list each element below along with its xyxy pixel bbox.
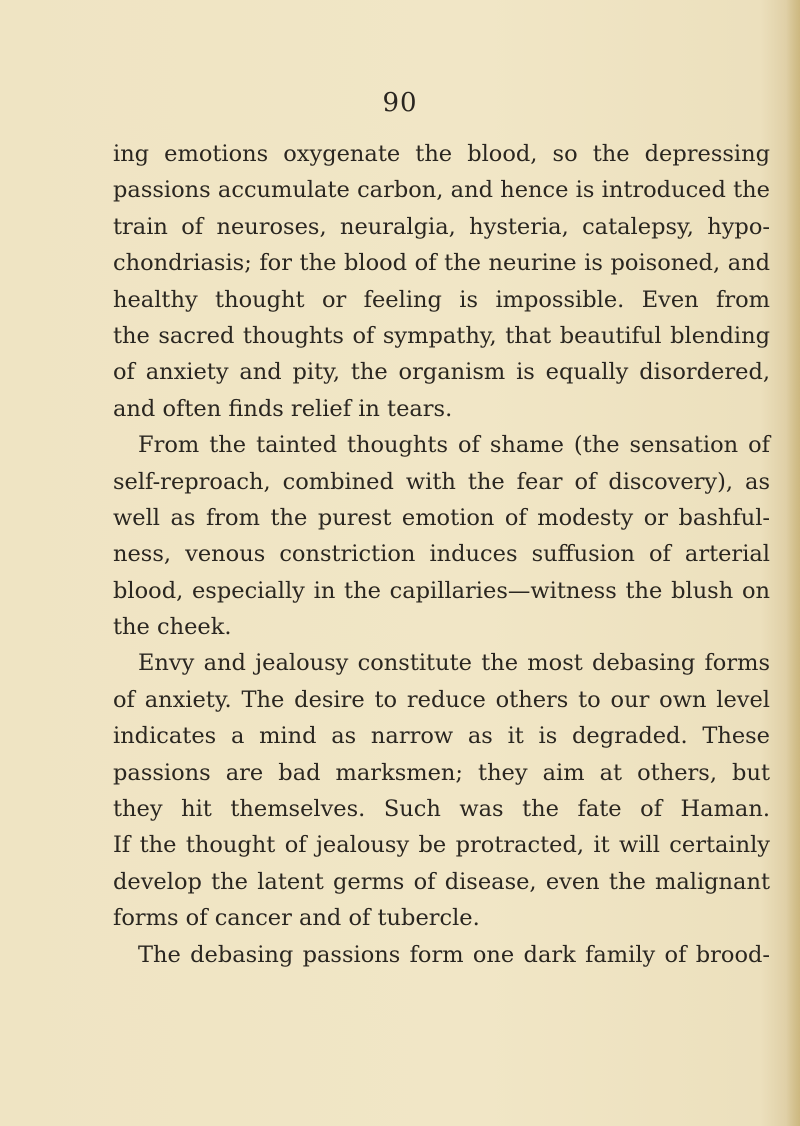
text-line: If the thought of jealousy be protracted, it will certainly <box>113 832 770 859</box>
text-line: self-reproach, combined with the fear of discovery), as <box>113 468 770 495</box>
text-line: well as from the purest emotion of modesty or bashful- <box>113 504 770 531</box>
text-line: the cheek. <box>113 614 232 641</box>
text-line: passions are bad marksmen; they aim at others, but <box>113 759 770 786</box>
text-line: chondriasis; for the blood of the neurine is poisoned, and <box>113 250 770 277</box>
text-line: forms of cancer and of tubercle. <box>113 905 480 932</box>
text-line: train of neuroses, neuralgia, hysteria, catalepsy, hypo- <box>113 213 770 240</box>
page-number: 90 <box>382 88 418 118</box>
text-line: ing emotions oxygenate the blood, so the depressing <box>113 141 770 167</box>
text-line: ness, venous constriction induces suffusion of arterial <box>113 541 770 568</box>
text-line: Envy and jealousy constitute the most debasing forms <box>138 650 770 677</box>
text-line: healthy thought or feeling is impossible. Even from <box>113 286 770 313</box>
page-edge-shadow <box>786 0 800 1126</box>
text-line: passions accumulate carbon, and hence is introduced the <box>113 177 770 204</box>
text-line: of anxiety. The desire to reduce others to our own level <box>113 686 770 713</box>
text-line: develop the latent germs of disease, even the malignant <box>113 868 770 895</box>
text-line: they hit themselves. Such was the fate of Haman. <box>113 796 770 823</box>
body-text <box>113 136 770 973</box>
text-line: and often finds relief in tears. <box>113 395 453 422</box>
text-line: The debasing passions form one dark family of brood- <box>138 941 770 968</box>
text-line: indicates a mind as narrow as it is degraded. These <box>113 723 770 750</box>
text-line: of anxiety and pity, the organism is equally disordered, <box>113 359 770 386</box>
text-line: the sacred thoughts of sympathy, that beautiful blending <box>113 322 770 349</box>
text-line: From the tainted thoughts of shame (the sensation of <box>138 432 770 459</box>
text-line: blood, especially in the capillaries—witness the blush on <box>113 577 770 604</box>
